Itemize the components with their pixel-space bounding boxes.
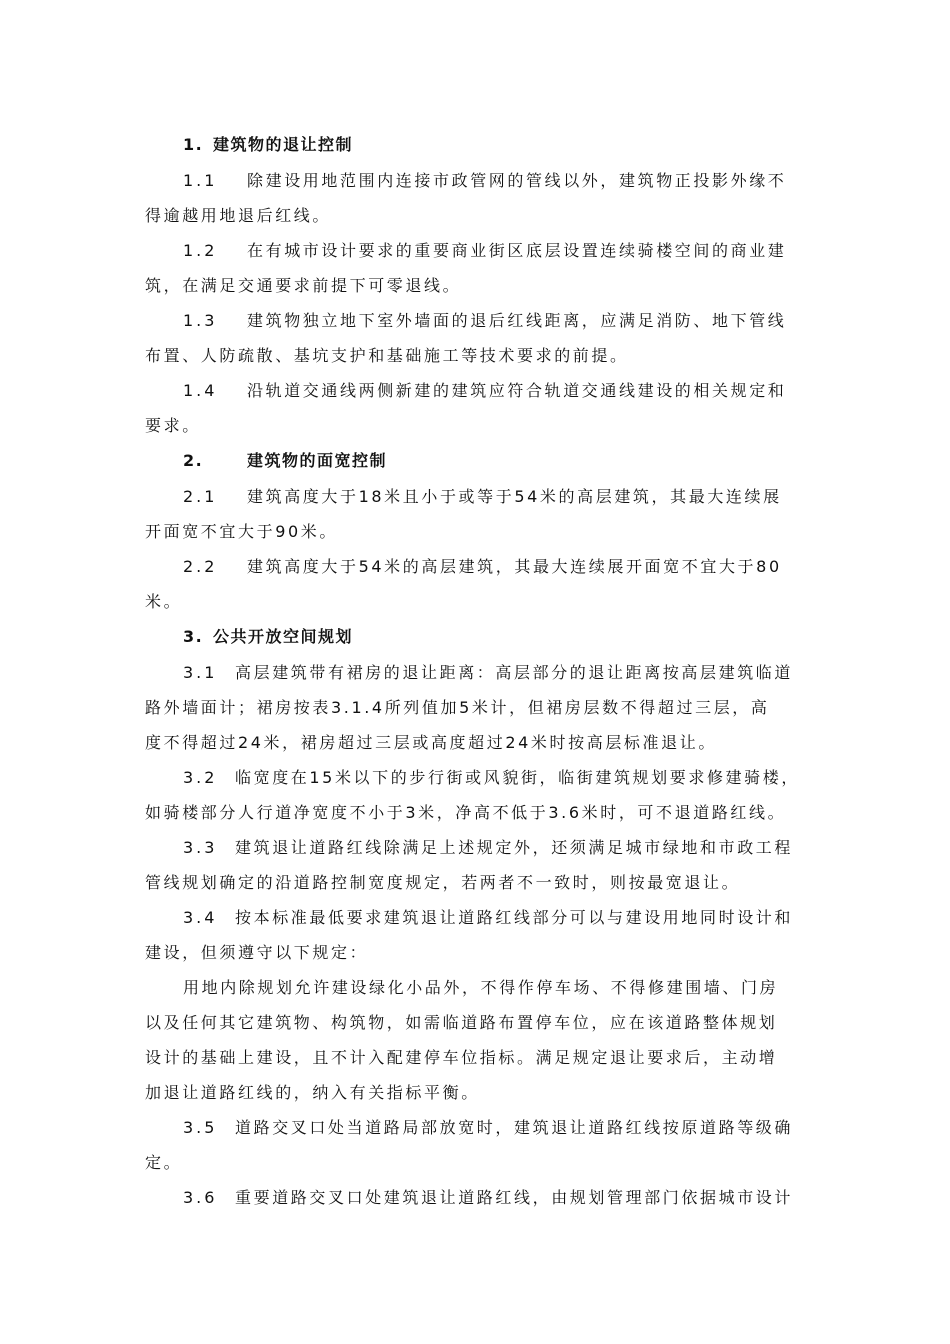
- paragraph-1-3: [183, 303, 815, 339]
- text-line: 按本标准最低要求建筑退让道路红线部分可以与建设用地同时设计和: [235, 908, 794, 927]
- section-heading-2: [183, 443, 815, 479]
- section-title: 建筑物的退让控制: [213, 135, 354, 154]
- text-line: 度不得超过24米，裙房超过三层或高度超过24米时按高层标准退让。: [145, 733, 717, 752]
- clause-number: 3.2: [183, 768, 218, 787]
- paragraph-3-4: [183, 900, 815, 936]
- paragraph-1-1: [183, 163, 815, 199]
- text-line: 在有城市设计要求的重要商业街区底层设置连续骑楼空间的商业建: [247, 241, 787, 260]
- text-line: 建筑高度大于18米且小于或等于54米的高层建筑，其最大连续展: [247, 487, 782, 506]
- section-title: 建筑物的面宽控制: [247, 451, 388, 470]
- paragraph-1-4: [183, 373, 815, 409]
- text-line: 沿轨道交通线两侧新建的建筑应符合轨道交通线建设的相关规定和: [247, 381, 787, 400]
- clause-number: 3.1: [183, 663, 218, 682]
- text-line: 加退让道路红线的，纳入有关指标平衡。: [145, 1083, 480, 1102]
- clause-number: 1.4: [183, 381, 218, 400]
- clause-number: 3.5: [183, 1118, 218, 1137]
- paragraph-3-2: [183, 760, 815, 796]
- clause-number: 2.2: [183, 557, 218, 576]
- text-line: 得逾越用地退后红线。: [145, 206, 332, 225]
- section-heading-1: [183, 127, 815, 163]
- text-line: 除建设用地范围内连接市政管网的管线以外，建筑物正投影外缘不: [247, 171, 787, 190]
- clause-number: 1.1: [183, 171, 218, 190]
- paragraph-3-1: [183, 655, 815, 691]
- text-line: 定。: [145, 1153, 183, 1172]
- text-line: 建筑高度大于54米的高层建筑，其最大连续展开面宽不宜大于80: [247, 557, 782, 576]
- clause-number: 3.3: [183, 838, 218, 857]
- text-line: 建筑退让道路红线除满足上述规定外，还须满足城市绿地和市政工程: [235, 838, 794, 857]
- clause-number: 1.3: [183, 311, 218, 330]
- section-heading-3: [183, 619, 815, 655]
- paragraph-3-3: [183, 830, 815, 866]
- text-line: 建设，但须遵守以下规定：: [145, 943, 369, 962]
- paragraph-1-2: [183, 233, 815, 269]
- text-line: 如骑楼部分人行道净宽度不小于3米，净高不低于3.6米时，可不退道路红线。: [145, 803, 787, 822]
- text-line: 筑，在满足交通要求前提下可零退线。: [145, 276, 462, 295]
- text-line: 以及任何其它建筑物、构筑物，如需临道路布置停车位，应在该道路整体规划: [145, 1013, 778, 1032]
- paragraph-3-5: [183, 1110, 815, 1146]
- text-line: 临宽度在15米以下的步行街或风貌街，临街建筑规划要求修建骑楼，: [235, 768, 800, 787]
- clause-number: 3.6: [183, 1188, 218, 1207]
- text-line: 米。: [145, 592, 183, 611]
- text-line: 管线规划确定的沿道路控制宽度规定，若两者不一致时，则按最宽退让。: [145, 873, 741, 892]
- text-line: 重要道路交叉口处建筑退让道路红线，由规划管理部门依据城市设计: [235, 1188, 794, 1207]
- text-line: 建筑物独立地下室外墙面的退后红线距离，应满足消防、地下管线: [247, 311, 787, 330]
- text-line: 要求。: [145, 416, 201, 435]
- text-line: 用地内除规划允许建设绿化小品外，不得作停车场、不得修建围墙、门房: [183, 978, 779, 997]
- text-line: 布置、人防疏散、基坑支护和基础施工等技术要求的前提。: [145, 346, 629, 365]
- clause-number: 3.4: [183, 908, 218, 927]
- section-number: 3.: [183, 627, 204, 646]
- paragraph-2-1: [183, 479, 815, 515]
- text-line: 路外墙面计；裙房按表3.1.4所列值加5米计，但裙房层数不得超过三层，高: [145, 698, 770, 717]
- section-number: 2.: [183, 451, 204, 470]
- clause-number: 2.1: [183, 487, 218, 506]
- clause-number: 1.2: [183, 241, 218, 260]
- section-title: 公共开放空间规划: [213, 627, 354, 646]
- text-line: 开面宽不宜大于90米。: [145, 522, 338, 541]
- paragraph-3-6: [183, 1180, 815, 1216]
- paragraph-2-2: [183, 549, 815, 585]
- section-number: 1.: [183, 135, 204, 154]
- text-line: 高层建筑带有裙房的退让距离：高层部分的退让距离按高层建筑临道: [235, 663, 794, 682]
- text-line: 道路交叉口处当道路局部放宽时，建筑退让道路红线按原道路等级确: [235, 1118, 794, 1137]
- text-line: 设计的基础上建设，且不计入配建停车位指标。满足规定退让要求后，主动增: [145, 1048, 778, 1067]
